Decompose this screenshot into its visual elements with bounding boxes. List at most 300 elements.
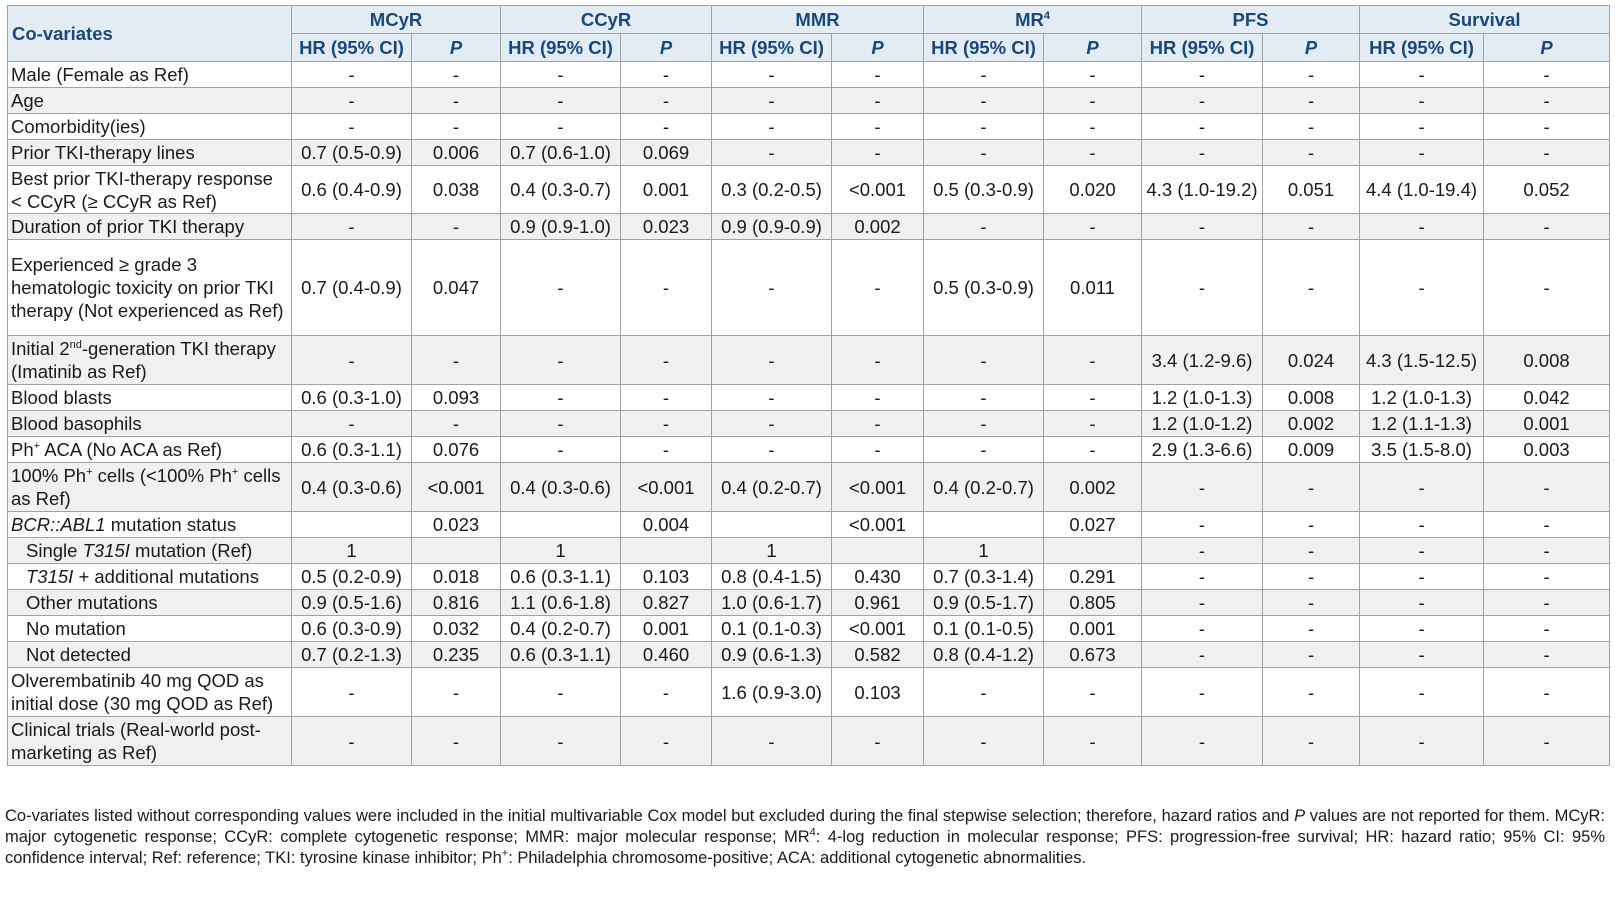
p-value-cell: - [1484, 114, 1610, 140]
hr-ci-cell: - [924, 411, 1044, 437]
table-row [8, 538, 1610, 564]
hr-ci-cell: 0.6 (0.3-1.0) [292, 385, 412, 411]
group-header-pfs: PFS [1142, 6, 1360, 34]
table-body [8, 62, 1610, 766]
p-value-cell: - [1484, 214, 1610, 240]
p-value-cell: <0.001 [832, 166, 924, 214]
p-value-cell: - [1263, 717, 1360, 766]
covariate-label: Male (Female as Ref) [11, 64, 189, 85]
hr-ci-cell: 0.6 (0.3-1.1) [292, 437, 412, 463]
p-value-cell: - [1484, 240, 1610, 336]
covariate-label-italic: BCR::ABL1 [11, 514, 106, 535]
p-value-cell: 0.023 [412, 512, 501, 538]
hr-ci-cell: - [1142, 668, 1263, 717]
p-value-cell: 0.235 [412, 642, 501, 668]
p-value-cell: - [621, 240, 712, 336]
p-value-cell: 0.023 [621, 214, 712, 240]
covariate-cell [8, 590, 292, 616]
covariate-cell [8, 114, 292, 140]
hr-ci-cell: 0.7 (0.6-1.0) [501, 140, 621, 166]
hr-ci-cell: - [924, 140, 1044, 166]
covariate-label: Olverembatinib 40 mg QOD as initial dose (30 mg QOD as Ref) [11, 670, 274, 714]
table-row [8, 564, 1610, 590]
hr-ci-cell: 0.5 (0.2-0.9) [292, 564, 412, 590]
p-value-cell: - [621, 88, 712, 114]
p-value-cell: - [1044, 140, 1142, 166]
p-value-cell: - [1044, 668, 1142, 717]
p-value-cell: - [621, 411, 712, 437]
covariate-label-italic: T315I [26, 566, 74, 587]
covariate-label: Age [11, 90, 44, 111]
p-value-header [832, 34, 924, 62]
covariate-label-part: 100% Ph [11, 465, 87, 486]
hr-ci-cell: - [1142, 114, 1263, 140]
p-value-header [621, 34, 712, 62]
covariate-cell [8, 166, 292, 214]
p-value-cell: - [1484, 668, 1610, 717]
p-value-cell: <0.001 [832, 463, 924, 512]
hr-ci-cell: - [924, 88, 1044, 114]
hr-ci-cell: 0.6 (0.3-1.1) [501, 564, 621, 590]
hr-ci-cell: - [712, 717, 832, 766]
covariate-label: Blood blasts [11, 387, 112, 408]
footnote-sup-2: + [501, 847, 509, 860]
hr-ci-cell: 0.4 (0.2-0.7) [924, 463, 1044, 512]
hr-ci-cell: 1.1 (0.6-1.8) [501, 590, 621, 616]
covariate-label: Experienced ≥ grade 3 hematologic toxicity on prior TKI therapy (Not experienced as Ref) [11, 254, 284, 321]
p-value-cell: - [1044, 62, 1142, 88]
hr-ci-cell: 0.4 (0.3-0.6) [292, 463, 412, 512]
table-row [8, 668, 1610, 717]
hr-ci-cell: - [924, 437, 1044, 463]
hr-ci-header: HR (95% CI) [712, 34, 832, 62]
covariate-cell [8, 616, 292, 642]
p-value-cell: - [412, 214, 501, 240]
hr-ci-cell: - [1142, 564, 1263, 590]
covariate-cell [8, 463, 292, 512]
hr-ci-cell: - [1360, 642, 1484, 668]
covariate-label-part: -generation TKI therapy (Imatinib as Ref) [11, 338, 276, 382]
mr-superscript: 4 [1043, 9, 1050, 22]
hr-ci-cell [501, 512, 621, 538]
p-value-cell: - [832, 62, 924, 88]
p-value-cell [412, 538, 501, 564]
covariate-label: Prior TKI-therapy lines [11, 142, 195, 163]
hr-ci-cell [712, 512, 832, 538]
hr-ci-cell: 0.7 (0.5-0.9) [292, 140, 412, 166]
covariate-label: Other mutations [26, 592, 158, 613]
p-value-cell: 0.004 [621, 512, 712, 538]
p-value-cell: 0.020 [1044, 166, 1142, 214]
hr-ci-cell: - [1360, 114, 1484, 140]
p-value-cell: - [1263, 642, 1360, 668]
table-row [8, 88, 1610, 114]
table-row [8, 512, 1610, 538]
covariate-cell [8, 62, 292, 88]
hr-ci-cell: - [1142, 512, 1263, 538]
covariate-label-superscript: + [86, 465, 93, 478]
p-value-cell: - [1044, 717, 1142, 766]
p-value-cell: 0.024 [1263, 336, 1360, 385]
p-value-cell: - [832, 336, 924, 385]
hr-ci-cell: 0.8 (0.4-1.5) [712, 564, 832, 590]
covariate-cell [8, 411, 292, 437]
p-value-cell: - [621, 114, 712, 140]
p-value-cell: 0.430 [832, 564, 924, 590]
p-value-cell: 0.008 [1484, 336, 1610, 385]
hr-ci-cell: - [1360, 62, 1484, 88]
covariate-cell [8, 140, 292, 166]
p-value-cell: - [832, 240, 924, 336]
hr-ci-cell: - [1360, 668, 1484, 717]
p-value-cell: - [1484, 512, 1610, 538]
hr-ci-cell: - [1142, 214, 1263, 240]
covariate-label: Duration of prior TKI therapy [11, 216, 245, 237]
covariate-label: Not detected [26, 644, 131, 665]
footnote-text-4: : Philadelphia chromosome-positive; ACA: additional cytogenetic abnormalities. [508, 849, 1087, 867]
covariate-label-part: mutation status [105, 514, 237, 535]
hr-ci-cell: - [501, 62, 621, 88]
p-value-cell: - [1044, 411, 1142, 437]
covariate-label-italic: T315I [82, 540, 130, 561]
hr-ci-cell: - [292, 214, 412, 240]
hr-ci-cell: - [1360, 240, 1484, 336]
p-value-cell: - [1044, 88, 1142, 114]
hr-ci-cell: - [712, 62, 832, 88]
hr-ci-cell: - [292, 411, 412, 437]
p-value-cell: - [1263, 668, 1360, 717]
hr-ci-cell: - [501, 114, 621, 140]
hr-ci-cell: 1 [292, 538, 412, 564]
hr-ci-cell: - [924, 214, 1044, 240]
covariate-cell [8, 88, 292, 114]
hr-ci-cell: - [924, 717, 1044, 766]
hr-ci-cell: 1 [501, 538, 621, 564]
hr-ci-cell [292, 512, 412, 538]
hr-ci-cell: - [1142, 590, 1263, 616]
p-value-cell: - [1044, 437, 1142, 463]
hr-ci-cell: 0.9 (0.6-1.3) [712, 642, 832, 668]
hr-ci-cell: 4.4 (1.0-19.4) [1360, 166, 1484, 214]
p-value-header [1484, 34, 1610, 62]
hr-ci-cell: - [501, 411, 621, 437]
covariate-label: Comorbidity(ies) [11, 116, 146, 137]
hr-ci-cell: 0.9 (0.9-0.9) [712, 214, 832, 240]
hr-ci-cell: 0.3 (0.2-0.5) [712, 166, 832, 214]
multivariable-cox-table [7, 5, 1610, 766]
covariate-label-superscript: + [231, 465, 239, 478]
hr-ci-cell: 3.4 (1.2-9.6) [1142, 336, 1263, 385]
hr-ci-cell: - [712, 437, 832, 463]
p-value-cell: - [1484, 717, 1610, 766]
hr-ci-cell: - [292, 88, 412, 114]
covariate-cell [8, 512, 292, 538]
p-value-cell: 0.018 [412, 564, 501, 590]
p-value-cell: - [1263, 214, 1360, 240]
p-value-cell: - [1484, 62, 1610, 88]
p-value-cell: 0.002 [1263, 411, 1360, 437]
hr-ci-cell: 0.4 (0.3-0.7) [501, 166, 621, 214]
p-value-cell: - [621, 336, 712, 385]
hr-ci-cell: 0.4 (0.2-0.7) [501, 616, 621, 642]
p-value-header-label: P [659, 37, 673, 58]
hr-ci-cell: 1.2 (1.0-1.3) [1142, 385, 1263, 411]
mr-label: MR [1015, 9, 1044, 30]
covariate-label-part: + additional mutations [73, 566, 259, 587]
hr-ci-cell: 0.4 (0.3-0.6) [501, 463, 621, 512]
hr-ci-cell: - [712, 114, 832, 140]
p-value-cell: - [1263, 590, 1360, 616]
p-value-cell: - [832, 140, 924, 166]
table-row [8, 114, 1610, 140]
covariate-label: Clinical trials (Real-world post-marketing as Ref) [11, 719, 261, 763]
p-value-cell: 0.032 [412, 616, 501, 642]
p-value-cell: 0.291 [1044, 564, 1142, 590]
hr-ci-cell: 0.1 (0.1-0.3) [712, 616, 832, 642]
hr-ci-header: HR (95% CI) [292, 34, 412, 62]
p-value-cell: 0.009 [1263, 437, 1360, 463]
p-value-cell: - [1263, 140, 1360, 166]
hr-ci-cell: 0.7 (0.3-1.4) [924, 564, 1044, 590]
footnote-sup-1: 4 [809, 826, 816, 839]
hr-ci-cell: - [924, 62, 1044, 88]
p-value-cell: - [412, 88, 501, 114]
hr-ci-cell: 4.3 (1.0-19.2) [1142, 166, 1263, 214]
hr-ci-cell: - [1360, 463, 1484, 512]
hr-ci-cell: - [1360, 590, 1484, 616]
table-row [8, 642, 1610, 668]
covariate-label: Best prior TKI-therapy response < CCyR (≥ CCyR as Ref) [11, 167, 273, 212]
p-value-header-label: P [871, 37, 884, 58]
hr-ci-cell: - [1360, 538, 1484, 564]
hr-ci-cell: 0.9 (0.5-1.6) [292, 590, 412, 616]
hr-ci-cell: - [501, 88, 621, 114]
table-row [8, 717, 1610, 766]
p-value-cell: <0.001 [832, 512, 924, 538]
hr-ci-cell: - [501, 240, 621, 336]
hr-ci-cell: - [1360, 88, 1484, 114]
covariate-label-part: cells as Ref) [11, 465, 281, 509]
hr-ci-cell: - [1142, 62, 1263, 88]
hr-ci-cell: 0.5 (0.3-0.9) [924, 240, 1044, 336]
p-value-cell: 0.093 [412, 385, 501, 411]
p-value-cell: - [412, 336, 501, 385]
p-value-cell: - [621, 668, 712, 717]
p-value-cell: <0.001 [621, 463, 712, 512]
p-value-cell: 0.038 [412, 166, 501, 214]
p-value-cell: 0.001 [1044, 616, 1142, 642]
p-value-cell: - [1484, 564, 1610, 590]
p-value-cell: - [1484, 88, 1610, 114]
covariate-label-superscript: nd [69, 338, 82, 351]
p-value-cell: - [621, 385, 712, 411]
table-row [8, 166, 1610, 214]
p-value-cell: 0.673 [1044, 642, 1142, 668]
p-value-cell: - [1263, 240, 1360, 336]
hr-ci-cell: 1 [712, 538, 832, 564]
covariate-label: Blood basophils [11, 413, 142, 434]
covariate-cell [8, 642, 292, 668]
p-value-cell: 0.001 [1484, 411, 1610, 437]
p-value-header-label: P [1086, 37, 1099, 58]
p-value-cell: - [1484, 590, 1610, 616]
covariate-label-part: Ph [11, 439, 34, 460]
covariate-cell [8, 336, 292, 385]
hr-ci-cell: - [1360, 214, 1484, 240]
p-value-cell: 0.961 [832, 590, 924, 616]
hr-ci-cell: - [1360, 564, 1484, 590]
p-value-cell: 0.002 [1044, 463, 1142, 512]
p-value-cell: 0.027 [1044, 512, 1142, 538]
hr-ci-cell: 4.3 (1.5-12.5) [1360, 336, 1484, 385]
covariate-label-superscript: + [33, 439, 41, 452]
p-value-cell: 0.052 [1484, 166, 1610, 214]
footnote-text-2: values are not reported for them. MCyR: major cytogenetic response; CCyR: complete cytogenetic response; MMR: major molecular response; MR [5, 807, 1605, 846]
hr-ci-cell: - [501, 385, 621, 411]
covariate-cell [8, 668, 292, 717]
hr-ci-cell: 0.1 (0.1-0.5) [924, 616, 1044, 642]
p-value-cell: - [1044, 114, 1142, 140]
p-value-cell: 0.008 [1263, 385, 1360, 411]
hr-ci-header: HR (95% CI) [1142, 34, 1263, 62]
hr-ci-cell: - [712, 140, 832, 166]
p-value-cell: 0.069 [621, 140, 712, 166]
p-value-cell: 0.042 [1484, 385, 1610, 411]
p-value-cell: - [1044, 214, 1142, 240]
p-value-cell: - [412, 717, 501, 766]
hr-ci-cell: 0.9 (0.5-1.7) [924, 590, 1044, 616]
hr-ci-cell: - [1360, 140, 1484, 166]
hr-ci-cell: - [501, 336, 621, 385]
group-header-mmr: MMR [712, 6, 924, 34]
group-header-mcyr: MCyR [292, 6, 501, 34]
p-value-cell: - [412, 114, 501, 140]
p-value-cell: - [832, 411, 924, 437]
p-value-cell: - [1263, 114, 1360, 140]
p-value-cell [1044, 538, 1142, 564]
p-value-cell: 0.827 [621, 590, 712, 616]
p-value-cell: 0.002 [832, 214, 924, 240]
hr-ci-cell: 0.9 (0.9-1.0) [501, 214, 621, 240]
hr-ci-cell: 0.8 (0.4-1.2) [924, 642, 1044, 668]
hr-ci-cell: - [292, 62, 412, 88]
p-value-cell: - [1484, 463, 1610, 512]
footnote-text-3: : 4-log reduction in molecular response; PFS: progression-free survival; HR: hazard ratio; 95% CI: 95% confidence interval; Ref: reference; TKI: tyrosine kinase inhibitor; Ph [5, 828, 1605, 867]
covariate-label-part: cells (<100% Ph [92, 465, 232, 486]
covariate-label-part: Initial 2 [11, 338, 70, 359]
covariate-cell [8, 385, 292, 411]
table-row [8, 214, 1610, 240]
p-value-cell: - [1044, 336, 1142, 385]
covariates-header: Co-variates [8, 6, 292, 62]
p-value-cell: - [1263, 538, 1360, 564]
p-value-cell: - [412, 62, 501, 88]
group-header-survival: Survival [1360, 6, 1610, 34]
hr-ci-cell: - [924, 668, 1044, 717]
table-row [8, 336, 1610, 385]
p-value-cell: 0.103 [832, 668, 924, 717]
covariate-label-part: Single [26, 540, 83, 561]
p-value-cell: - [1263, 88, 1360, 114]
table-row [8, 463, 1610, 512]
table-row [8, 385, 1610, 411]
p-value-header [1044, 34, 1142, 62]
hr-ci-cell: - [292, 114, 412, 140]
p-value-cell: - [832, 717, 924, 766]
covariate-cell [8, 564, 292, 590]
p-value-cell: - [412, 668, 501, 717]
hr-ci-cell: 0.4 (0.2-0.7) [712, 463, 832, 512]
p-value-cell: - [621, 437, 712, 463]
p-value-cell [621, 538, 712, 564]
hr-ci-cell [924, 512, 1044, 538]
table-row [8, 240, 1610, 336]
hr-ci-cell: - [1142, 140, 1263, 166]
p-value-cell: 0.103 [621, 564, 712, 590]
hr-ci-cell: - [292, 717, 412, 766]
p-value-header [1263, 34, 1360, 62]
p-value-cell: - [1484, 140, 1610, 166]
p-value-cell: - [832, 385, 924, 411]
hr-ci-cell: - [501, 437, 621, 463]
p-value-cell [832, 538, 924, 564]
p-value-cell: 0.003 [1484, 437, 1610, 463]
hr-ci-cell: - [1142, 240, 1263, 336]
p-value-header-label: P [449, 37, 463, 58]
hr-ci-cell: 0.6 (0.4-0.9) [292, 166, 412, 214]
p-value-header-label: P [1304, 37, 1318, 58]
hr-ci-cell: - [712, 385, 832, 411]
hr-ci-cell: - [1360, 717, 1484, 766]
p-value-cell: - [1263, 564, 1360, 590]
covariate-cell [8, 437, 292, 463]
hr-ci-cell: - [712, 240, 832, 336]
results-table-container [7, 5, 1609, 766]
p-value-cell: <0.001 [832, 616, 924, 642]
table-row [8, 411, 1610, 437]
hr-ci-cell: - [1142, 717, 1263, 766]
covariate-label-part: ACA (No ACA as Ref) [40, 439, 223, 460]
p-value-cell: - [1263, 463, 1360, 512]
hr-ci-cell: 0.5 (0.3-0.9) [924, 166, 1044, 214]
hr-ci-cell: - [712, 411, 832, 437]
p-value-cell: - [621, 62, 712, 88]
hr-ci-cell: - [1360, 512, 1484, 538]
p-value-cell: - [1263, 616, 1360, 642]
p-value-cell: - [1263, 512, 1360, 538]
p-value-cell: <0.001 [412, 463, 501, 512]
hr-ci-header: HR (95% CI) [501, 34, 621, 62]
p-value-cell: 0.006 [412, 140, 501, 166]
hr-ci-cell: - [292, 668, 412, 717]
hr-ci-cell: 3.5 (1.5-8.0) [1360, 437, 1484, 463]
p-value-cell: - [1263, 62, 1360, 88]
hr-ci-cell: - [1142, 463, 1263, 512]
table-row [8, 62, 1610, 88]
p-value-cell: - [1044, 385, 1142, 411]
covariate-cell [8, 240, 292, 336]
p-value-cell: 0.001 [621, 166, 712, 214]
hr-ci-header: HR (95% CI) [924, 34, 1044, 62]
hr-ci-cell: - [1142, 616, 1263, 642]
hr-ci-cell: 1.2 (1.0-1.2) [1142, 411, 1263, 437]
hr-ci-cell: - [924, 336, 1044, 385]
p-value-cell: 0.011 [1044, 240, 1142, 336]
covariate-cell [8, 214, 292, 240]
table-row [8, 140, 1610, 166]
footnote-text-1: Co-variates listed without corresponding values were included in the initial multivariable Cox model but excluded during the final stepwise selection; therefore, hazard ratios and [5, 807, 1295, 825]
p-value-cell: - [832, 88, 924, 114]
